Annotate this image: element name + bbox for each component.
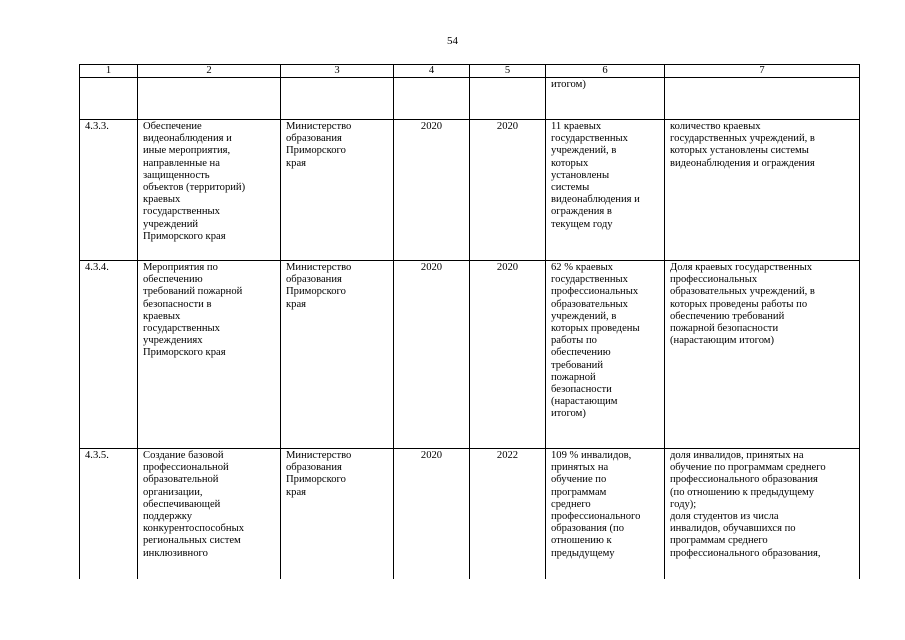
- column-header-2: 2: [138, 65, 281, 78]
- column-header-1: 1: [80, 65, 138, 78]
- expected-result: 11 краевых государственных учреждений, в которых установлены системы видеонаблюдения и ограждения в текущем году: [546, 120, 665, 261]
- indicator: количество краевых государственных учреждений, в которых установлены системы видеонаблюдения и ограждения: [665, 120, 860, 261]
- activity-code: 4.3.3.: [80, 120, 138, 261]
- start-year: 2020: [394, 120, 470, 261]
- result-cell: итогом): [546, 78, 665, 120]
- table-row: [80, 261, 860, 449]
- executor: Министерство образования Приморского края: [281, 120, 394, 261]
- executor: Министерство образования Приморского края: [281, 449, 394, 580]
- continuation-row: [80, 78, 860, 120]
- table-cell: [665, 78, 860, 120]
- expected-result: 62 % краевых государственных профессиональных образовательных учреждений, в которых проведены работы по обеспечению требований пожарной безопасности (нарастающим итогом): [546, 261, 665, 449]
- activity-name: Мероприятия по обеспечению требований пожарной безопасности в краевых государственных учреждениях Приморского края: [138, 261, 281, 449]
- column-header-6: 6: [546, 65, 665, 78]
- column-header-3: 3: [281, 65, 394, 78]
- column-header-5: 5: [470, 65, 546, 78]
- table-cell: [470, 78, 546, 120]
- table-cell: [80, 78, 138, 120]
- column-header-7: 7: [665, 65, 860, 78]
- end-year: 2022: [470, 449, 546, 580]
- program-activities-table: [79, 64, 860, 579]
- table-row: [80, 449, 860, 580]
- table-row: [80, 120, 860, 261]
- table-cell: [138, 78, 281, 120]
- indicator: доля инвалидов, принятых на обучение по программам среднего профессионального образования (по отношению к предыдущему году); доля студентов из числа инвалидов, обучавшихся по программам среднего профессионального образования,: [665, 449, 860, 580]
- start-year: 2020: [394, 261, 470, 449]
- end-year: 2020: [470, 120, 546, 261]
- table-cell: [394, 78, 470, 120]
- end-year: 2020: [470, 261, 546, 449]
- indicator: Доля краевых государственных профессиональных образовательных учреждений, в которых проведены работы по обеспечению требований пожарной безопасности (нарастающим итогом): [665, 261, 860, 449]
- activity-code: 4.3.5.: [80, 449, 138, 580]
- table-cell: [281, 78, 394, 120]
- activity-name: Создание базовой профессиональной образовательной организации, обеспечивающей поддержку конкурентоспособных региональных систем инклюзивного: [138, 449, 281, 580]
- activity-code: 4.3.4.: [80, 261, 138, 449]
- executor: Министерство образования Приморского края: [281, 261, 394, 449]
- activity-name: Обеспечение видеонаблюдения и иные мероприятия, направленные на защищенность объектов (территорий) краевых государственных учреждений Приморского края: [138, 120, 281, 261]
- page-number: 54: [447, 35, 458, 47]
- column-number-header-row: [80, 65, 860, 78]
- start-year: 2020: [394, 449, 470, 580]
- expected-result: 109 % инвалидов, принятых на обучение по программам среднего профессионального образования (по отношению к предыдущему: [546, 449, 665, 580]
- column-header-4: 4: [394, 65, 470, 78]
